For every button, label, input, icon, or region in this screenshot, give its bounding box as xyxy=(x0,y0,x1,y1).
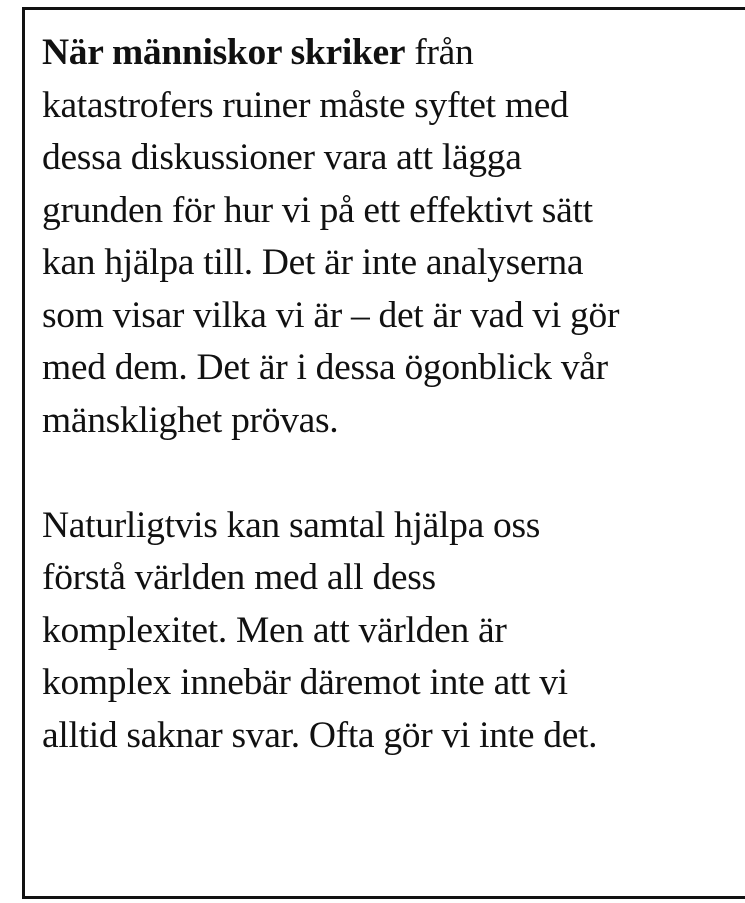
paragraph-1 xyxy=(42,27,732,447)
paragraph-1-line: dessa diskussioner vara att lägga xyxy=(42,137,522,178)
paragraph-1-line-1 xyxy=(42,27,732,80)
paragraph-spacer xyxy=(42,447,732,500)
paragraph-2-line: komplexitet. Men att världen är xyxy=(42,609,507,651)
paragraph-2-line: förstå världen med all dess xyxy=(42,557,436,598)
lead-phrase: När människor skriker xyxy=(42,32,406,73)
paragraph-1-line: som visar vilka vi är – det är vad vi gör xyxy=(42,294,620,336)
paragraph-1-line: kan hjälpa till. Det är inte analyserna xyxy=(42,242,584,283)
paragraph-1-line: med dem. Det är i dessa ögonblick vår xyxy=(42,347,608,388)
paragraph-1-line: mänsklighet prövas. xyxy=(42,399,339,441)
paragraph-2 xyxy=(42,500,732,763)
article-text xyxy=(42,27,732,762)
paragraph-2-line: Naturligtvis kan samtal hjälpa oss xyxy=(42,504,541,546)
paragraph-1-line: katastrofers ruiner måste syftet med xyxy=(42,84,569,126)
paragraph-2-line: alltid saknar svar. Ofta gör vi inte det. xyxy=(42,714,598,756)
paragraph-2-line: komplex innebär däremot inte att vi xyxy=(42,662,568,703)
lead-continuation: från xyxy=(405,32,474,73)
paragraph-1-line: grunden för hur vi på ett effektivt sätt xyxy=(42,189,593,231)
